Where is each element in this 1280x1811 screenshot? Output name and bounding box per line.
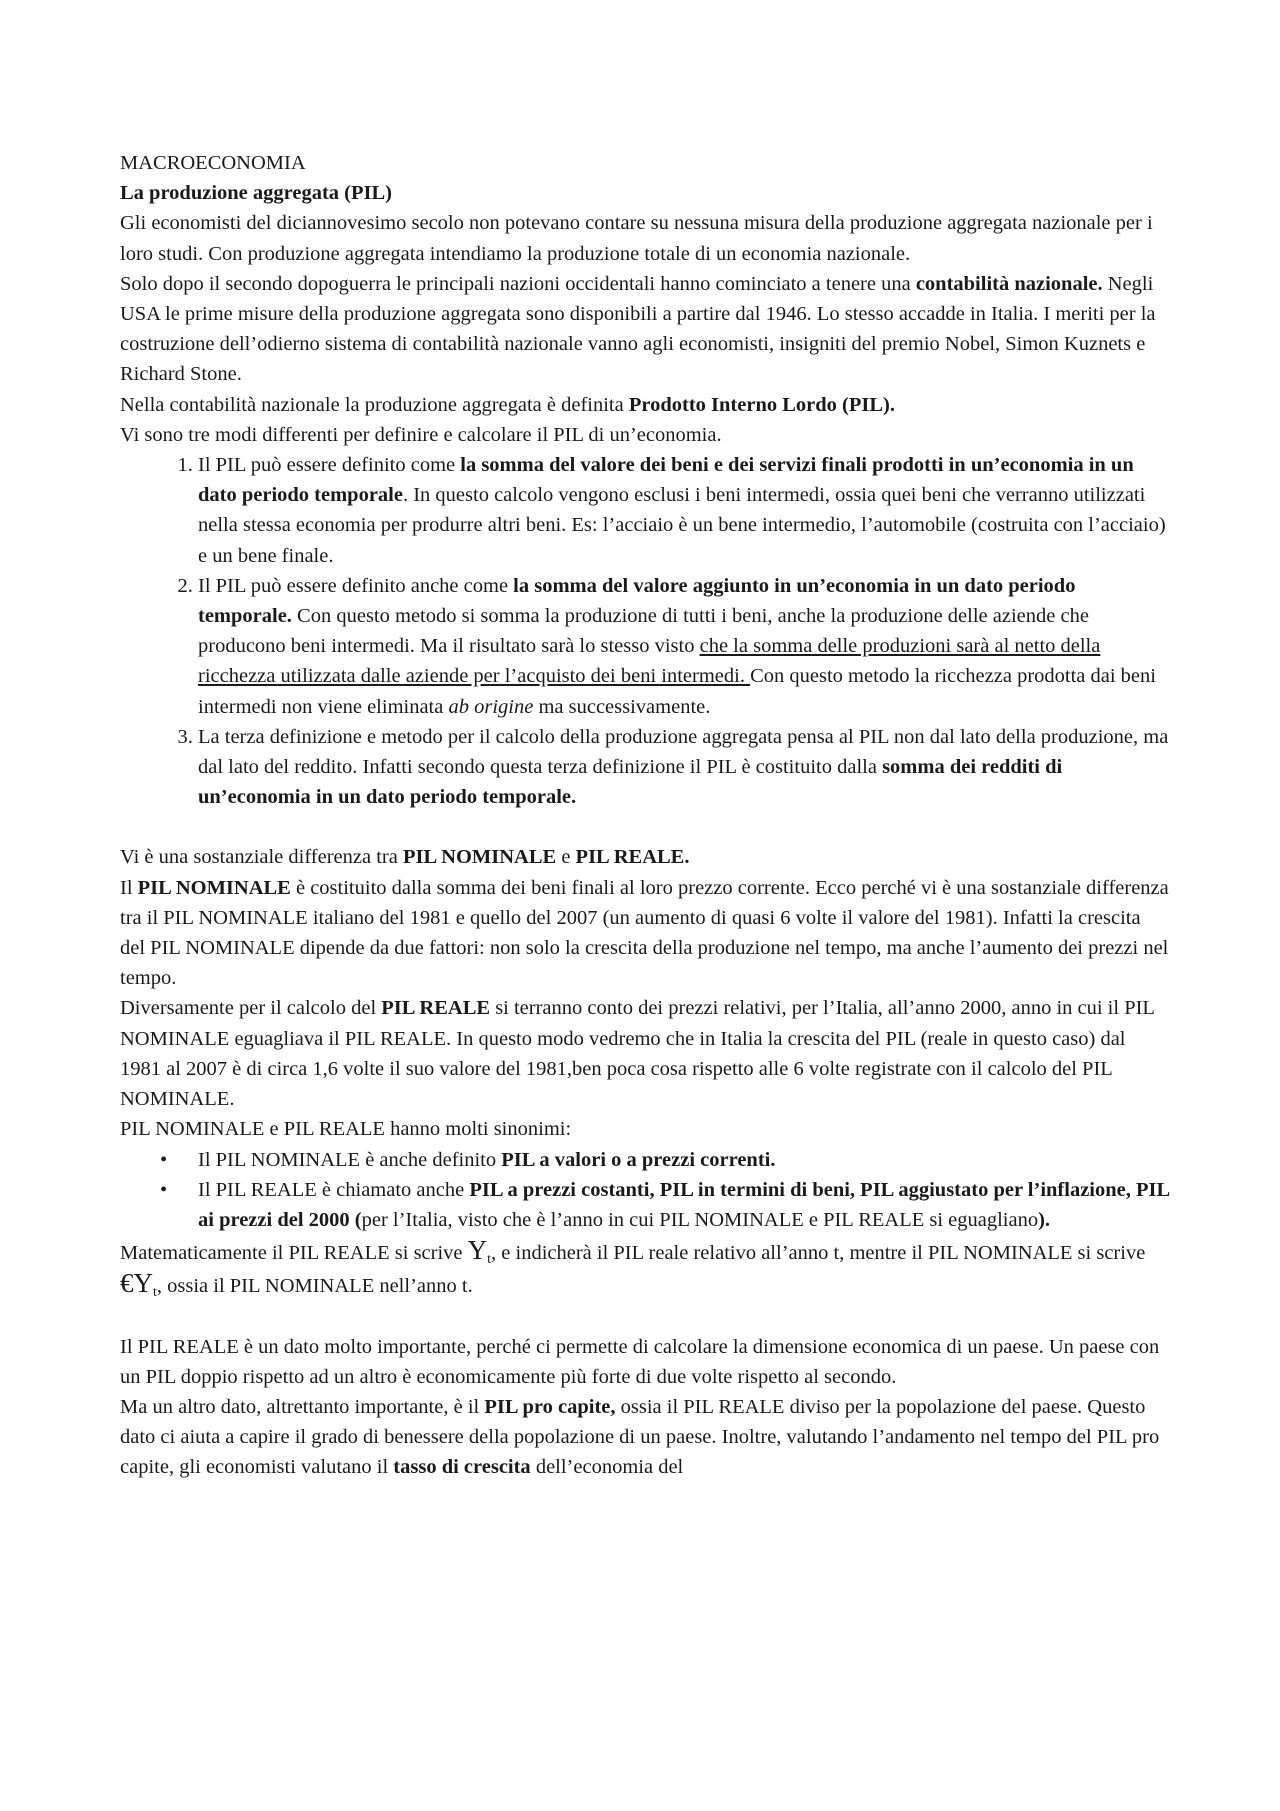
paragraph-per-capita: Ma un altro dato, altrettanto importante, è il PIL pro capite, ossia il PIL REALE diviso per la popolazione del paese. Questo dato ci aiuta a capire il grado di benessere della popolazione di un paese. Inoltre, valutando l’andamento nel tempo del PIL pro capite, gli economisti valutano il tasso di crescita dell’economia del bbox=[120, 1395, 1160, 1479]
paragraph-pil-nominale: Il PIL NOMINALE è costituito dalla somma dei beni finali al loro prezzo corrente. Ecco perché vi è una sostanziale differenza tra il PIL NOMINALE italiano del 1981 e quello del 2007 (un aumento di quasi 6 volte il valore del 1981). Infatti la crescita del PIL NOMINALE dipende da due fattori: non solo la crescita della produzione nel tempo, ma anche l’aumento dei prezzi nel tempo. bbox=[120, 876, 1169, 990]
paragraph-pil-definition: Nella contabilità nazionale la produzione aggregata è definita Prodotto Interno Lordo (PIL). bbox=[120, 393, 895, 416]
list-item: • Il PIL REALE è chiamato anche PIL a prezzi costanti, PIL in termini di beni, PIL aggiustato per l’inflazione, PIL ai prezzi del 2000 (per l’Italia, visto che è l’anno in cui PIL NOMINALE e PIL REALE si eguagliano). bbox=[198, 1175, 1170, 1235]
document-heading: MACROECONOMIA bbox=[120, 152, 306, 174]
section-title: La produzione aggregata (PIL) bbox=[120, 182, 393, 205]
paragraph-contabilita: Solo dopo il secondo dopoguerra le principali nazioni occidentali hanno cominciato a tenere una contabilità nazionale. Negli USA le prime misure della produzione aggregata sono disponibili a partire dal 1946. Lo stesso accadde in Italia. I meriti per la costruzione dell’odierno sistema di contabilità nazionale vanno agli economisti, insigniti del premio Nobel, Simon Kuznets e Richard Stone. bbox=[120, 272, 1156, 386]
bullet-icon: • bbox=[160, 1178, 168, 1201]
list-item: 2. Il PIL può essere definito anche come la somma del valore aggiunto in un’economia in un dato periodo temporale. Con questo metodo si somma la produzione di tutti i beni, anche la produzione delle aziende che producono beni intermedi. Ma il risultato sarà lo stesso visto che la somma delle produzioni sarà al netto della ricchezza utilizzata dalle aziende per l’acquisto dei beni intermedi. Con questo metodo la ricchezza prodotta dai beni intermedi non viene eliminata ab origine ma successivamente. bbox=[198, 571, 1170, 722]
list-item: 3. La terza definizione e metodo per il calcolo della produzione aggregata pensa al PIL non dal lato della produzione, ma dal lato del reddito. Infatti secondo questa terza definizione il PIL è costituito dalla somma dei redditi di un’economia in un dato periodo temporale. bbox=[198, 722, 1170, 813]
blank-line bbox=[120, 812, 1170, 842]
paragraph-three-methods: Vi sono tre modi differenti per definire e calcolare il PIL di un’economia. bbox=[120, 423, 722, 446]
blank-line bbox=[120, 1302, 1170, 1332]
numbered-list bbox=[120, 450, 1170, 812]
paragraph-intro: Gli economisti del diciannovesimo secolo non potevano contare su nessuna misura della produzione aggregata nazionale per i loro studi. Con produzione aggregata intendiamo la produzione totale di un economia nazionale. bbox=[120, 212, 1153, 265]
list-item: • Il PIL NOMINALE è anche definito PIL a valori o a prezzi correnti. bbox=[198, 1145, 1170, 1175]
paragraph-pil-reale: Diversamente per il calcolo del PIL REALE si terranno conto dei prezzi relativi, per l’Italia, all’anno 2000, anno in cui il PIL NOMINALE eguagliava il PIL REALE. In questo modo vedremo che in Italia la crescita del PIL (reale in questo caso) dal 1981 al 2007 è di circa 1,6 volte il suo valore del 1981,ben poca cosa rispetto alle 6 volte registrate con il calcolo del PIL NOMINALE. bbox=[120, 997, 1155, 1111]
bullet-list bbox=[120, 1145, 1170, 1236]
paragraph-synonyms: PIL NOMINALE e PIL REALE hanno molti sinonimi: bbox=[120, 1118, 572, 1141]
bullet-icon: • bbox=[160, 1148, 168, 1171]
paragraph-nominal-vs-real: Vi è una sostanziale differenza tra PIL NOMINALE e PIL REALE. bbox=[120, 846, 690, 869]
symbol-nominal-gdp: €Y bbox=[120, 1268, 153, 1299]
paragraph-real-gdp-importance: Il PIL REALE è un dato molto importante, perché ci permette di calcolare la dimensione economica di un paese. Un paese con un PIL doppio rispetto ad un altro è economicamente più forte di due volte rispetto al secondo. bbox=[120, 1335, 1160, 1388]
symbol-real-gdp: Y bbox=[467, 1235, 488, 1266]
list-item: 1. Il PIL può essere definito come la somma del valore dei beni e dei servizi finali prodotti in un’economia in un dato periodo temporale. In questo calcolo vengono esclusi i beni intermedi, ossia quei beni che verranno utilizzati nella stessa economia per produrre altri beni. Es: l’acciaio è un bene intermedio, l’automobile (costruita con l’acciaio) e un bene finale. bbox=[198, 450, 1170, 571]
document-page bbox=[120, 148, 1170, 1483]
paragraph-math-notation: Matematicamente il PIL REALE si scrive $Y_t$, e indicherà il PIL reale relativo all’anno t, mentre il PIL NOMINALE si scrive $€Y_t$, ossia il PIL NOMINALE nell’anno t. bbox=[120, 1235, 1146, 1301]
